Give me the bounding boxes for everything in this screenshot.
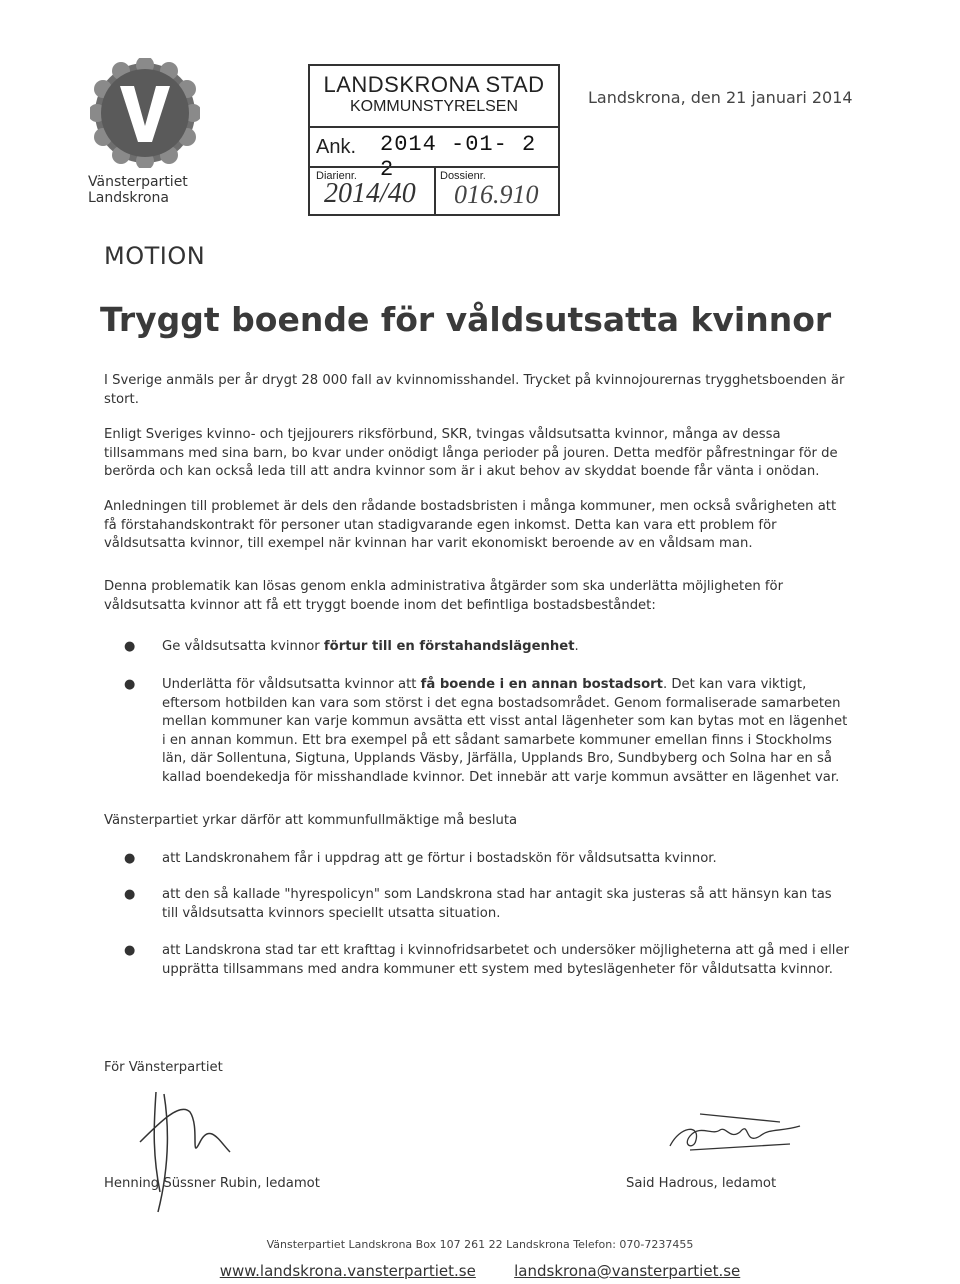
paragraph-skr: Enligt Sveriges kvinno- och tjejjourers riksförbund, SKR, tvingas våldsutsatta kvinnor, många av dessa tillsammans med sina barn, bo kvar under onödigt långa perioder på jouren. Detta medför påfrestningar för de berörda och kan också leda till att andra kvinnor som är i akut behov av skyddat boende får vänta i onödan. — [104, 427, 838, 480]
stamp-dossier-label: Dossienr. — [440, 170, 486, 182]
bullet-icon: ● — [124, 639, 136, 654]
bullet-icon: ● — [124, 851, 136, 866]
signature-henning-icon — [130, 1082, 250, 1222]
logo-text — [88, 174, 228, 206]
logo-line1: Vänsterpartiet — [88, 174, 188, 190]
signatory-1: Henning Süssner Rubin, ledamot — [104, 1176, 320, 1191]
list-item-text: att Landskrona stad tar ett krafttag i kvinnofridsarbetet och undersöker möjligheterna att gå med i eller upprätta tillsammans med andra kommuner ett system med byteslägenheter för våldutsatta kvinnor. — [162, 943, 849, 977]
paragraph-solution: Denna problematik kan lösas genom enkla administrativa åtgärder som ska underlätta möjligheten för våldsutsatta kvinnor att få ett tryggt boende inom det befintliga bostadsbeståndet: — [104, 579, 784, 613]
bullet-icon: ● — [124, 887, 136, 902]
list-item — [124, 676, 850, 788]
list-item-text: Ge våldsutsatta kvinnor förtur till en förstahandslägenhet. — [162, 639, 579, 654]
list-item — [124, 638, 850, 657]
paragraph-cause: Anledningen till problemet är dels den rådande bostadsbristen i många kommuner, men också svårigheten att få förstahandskontrakt för personer utan stadigvarande egen inkomst. Detta kan vara ett problem för våldsutsatta kvinnor, till exempel när kvinnan har varit ekonomiskt beroende av en våldsam man. — [104, 499, 837, 552]
website-link[interactable]: www.landskrona.vansterpartiet.se — [219, 1262, 476, 1280]
stamp-date: 2014 -01- 2 2 — [380, 132, 537, 182]
logo-line2: Landskrona — [88, 190, 170, 206]
signature-said-icon — [660, 1106, 810, 1156]
document-title: Tryggt boende för våldsutsatta kvinnor — [100, 300, 832, 339]
email-link[interactable]: landskrona@vansterpartiet.se — [514, 1262, 741, 1280]
bullet-icon: ● — [124, 943, 136, 958]
list-item — [124, 942, 850, 979]
list-item — [124, 850, 850, 869]
list-item-text: att Landskronahem får i uppdrag att ge förtur i bostadskön för våldsutsatta kvinnor. — [162, 851, 717, 866]
place-date: Landskrona, den 21 januari 2014 — [588, 88, 853, 107]
list-item-text: Underlätta för våldsutsatta kvinnor att få boende i en annan bostadsort. Det kan vara viktigt, eftersom hotbilden kan vara som störst i det egna bostadsområdet. Genom formaliserade samarbeten mellan kommuner kan varje kommun avsätta ett visst antal lägenheter som kan bytas mot en lägenhet i en annan kommun. Ett bra exempel på ett sådant samarbete kommuner emellan finns i Stockholms län, där Sollentuna, Sigtuna, Upplands Väsby, Järfälla, Upplands Bro, Sundbyberg och Solna har en så kallad boendekedja för misshandlade kvinnor. Det innebär att varje kommun avsätter en lägenhet var. — [162, 677, 848, 785]
stamp-diarienr-value: 2014/40 — [324, 178, 416, 209]
signature-intro: För Vänsterpartiet — [104, 1060, 223, 1075]
list-item-text: att den så kallade "hyrespolicyn" som Landskrona stad har antagit ska justeras så att hänsyn kan tas till våldsutsatta kvinnors speciellt utsatta situation. — [162, 887, 832, 921]
stamp-ank-label: Ank. — [316, 136, 357, 158]
paragraph-intro: I Sverige anmäls per år drygt 28 000 fall av kvinnomisshandel. Trycket på kvinnojourernas trygghetsboenden är stort. — [104, 373, 845, 407]
stamp-org: LANDSKRONA STAD — [323, 72, 545, 97]
vansterpartiet-logo-icon — [90, 58, 200, 168]
stamp-dossier-value: 016.910 — [454, 180, 539, 209]
paragraph-proposal-intro: Vänsterpartiet yrkar därför att kommunfullmäktige må besluta — [104, 813, 518, 828]
stamp-divider — [434, 166, 436, 214]
stamp-divider — [310, 126, 558, 128]
stamp-diarienr-label: Diarienr. — [316, 170, 357, 182]
signatory-2: Said Hadrous, ledamot — [626, 1176, 777, 1191]
bullet-icon: ● — [124, 677, 136, 692]
registry-stamp — [308, 64, 560, 216]
footer-address: Vänsterpartiet Landskrona Box 107 261 22 Landskrona Telefon: 070-7237455 — [266, 1238, 694, 1251]
document-type: MOTION — [104, 242, 206, 270]
list-item — [124, 886, 850, 923]
stamp-dept: KOMMUNSTYRELSEN — [349, 98, 519, 115]
footer-links — [0, 1262, 960, 1280]
